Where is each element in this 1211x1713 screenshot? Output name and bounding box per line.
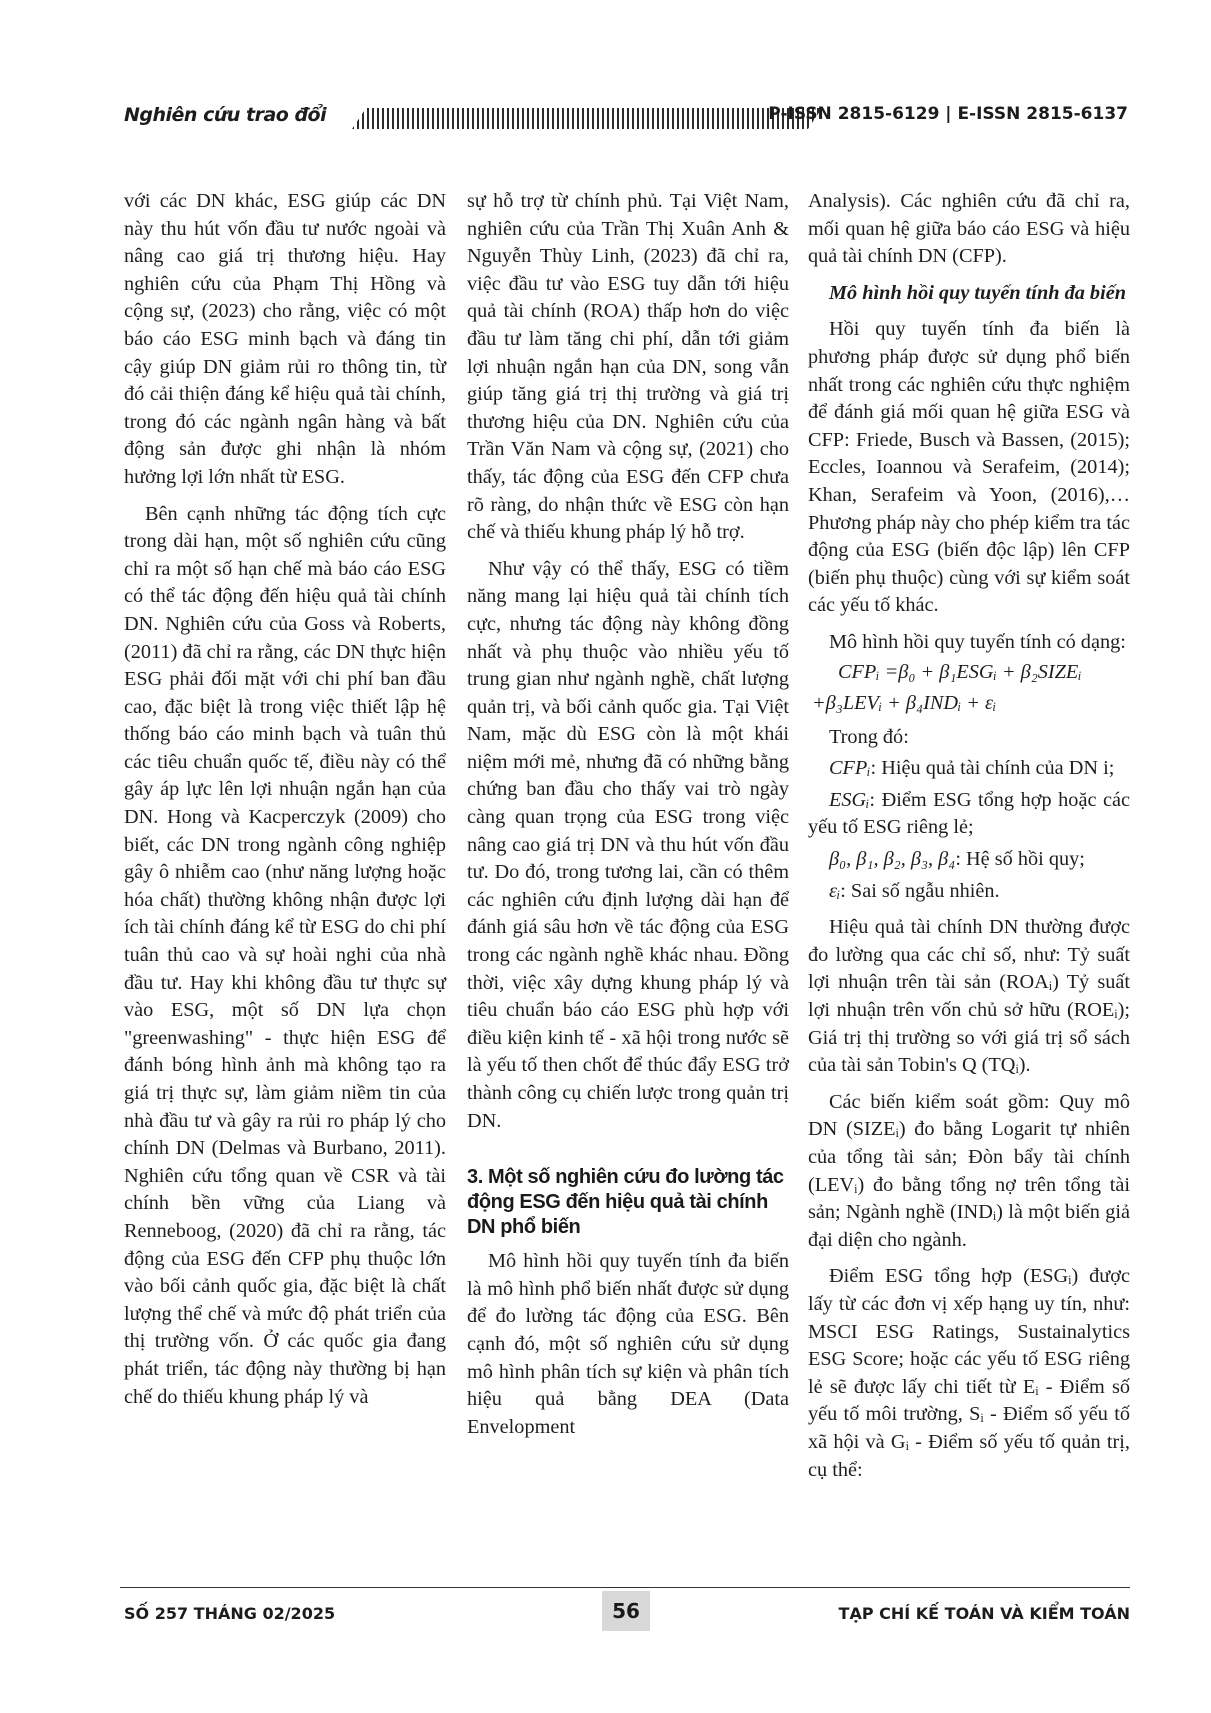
page-number: 56 bbox=[602, 1591, 650, 1631]
paragraph: Mô hình hồi quy tuyến tính có dạng: bbox=[829, 630, 1126, 653]
column-1 bbox=[124, 188, 446, 1583]
paragraph: Hồi quy tuyến tính đa biến là phương pháp được sử dụng phổ biến nhất trong các nghiên cứu thực nghiệm để đánh giá mối quan hệ giữa ESG và CFP: Friede, Busch và Bassen, (2015); Eccles, Ioannou và Serafeim, (2014); Khan, Serafeim và Yoon, (2016),… Phương pháp này cho phép kiểm tra tác động của ESG (biến độc lập) lên CFP (biến phụ thuộc) cùng với sự kiểm soát các yếu tố khác. bbox=[808, 318, 1130, 617]
header-stripe-decoration bbox=[352, 108, 822, 129]
definition-text: : Hiệu quả tài chính của DN i; bbox=[870, 757, 1115, 780]
subheading: Mô hình hồi quy tuyến tính đa biến bbox=[829, 281, 1126, 304]
column-3 bbox=[808, 188, 1130, 1583]
section-heading: 3. Một số nghiên cứu đo lường tác động ESG đến hiệu quả tài chính DN phổ biến bbox=[467, 1166, 784, 1239]
definition-esg bbox=[808, 787, 1130, 842]
paragraph: Như vậy có thể thấy, ESG có tiềm năng mang lại hiệu quả tài chính tích cực, nhưng tác động này không đồng nhất và phụ thuộc vào nhiều yếu tố trung gian như ngành nghề, chất lượng quản trị, và bối cảnh quốc gia. Tại Việt Nam, mặc dù ESG còn là một khái niệm mới mẻ, nhưng đã có những bằng chứng ban đầu cho thấy vai trò ngày càng quan trọng của ESG trong việc nâng cao giá trị DN và thu hút vốn đầu tư. Do đó, trong tương lai, cần có thêm các nghiên cứu định lượng dài hạn để đánh giá sâu hơn về tác động của ESG trong các ngành nghề khác nhau. Đồng thời, việc xây dựng khung pháp lý và tiêu chuẩn báo cáo ESG phù hợp với điều kiện kinh tế - xã hội trong nước sẽ là yếu tố then chốt để thúc đẩy ESG trở thành công cụ chiến lược trong quản trị DN. bbox=[467, 557, 789, 1132]
where-label: Trong đó: bbox=[829, 725, 909, 748]
journal-name: TẠP CHÍ KẾ TOÁN VÀ KIỂM TOÁN bbox=[838, 1604, 1130, 1623]
definition-beta bbox=[808, 846, 1130, 874]
issue-label: SỐ 257 THÁNG 02/2025 bbox=[124, 1604, 336, 1623]
paragraph: Bên cạnh những tác động tích cực trong dài hạn, một số nghiên cứu cũng chỉ ra một số hạn chế mà báo cáo ESG có thể tác động đến hiệu quả tài chính DN. Nghiên cứu của Goss và Roberts, (2011) đã chỉ ra rằng, các DN thực hiện ESG phải đối mặt với chi phí ban đầu cao, đặc biệt là trong việc thiết lập hệ thống báo cáo minh bạch và tuân thủ các tiêu chuẩn quốc tế, điều này có thể gây áp lực lên lợi nhuận ngắn hạn của DN. Hong và Kacperczyk (2009) cho biết, các DN trong ngành công nghiệp gây ô nhiễm cao (như năng lượng hoặc hóa chất) thường không nhận được lợi ích tài chính đáng kể từ ESG do chi phí tuân thủ cao và sự hoài nghi của nhà đầu tư. Hay khi không đầu tư thực sự vào ESG, một số DN lựa chọn "greenwashing" - thực hiện ESG để đánh bóng hình ảnh mà không tạo ra giá trị thực sự, làm giảm niềm tin của nhà đầu tư và gây ra rủi ro pháp lý cho chính DN (Delmas và Burbano, 2011). Nghiên cứu tổng quan về CSR và tài chính bền vững của Liang và Renneboog, (2020) đã chỉ ra rằng, tác động của ESG đến CFP phụ thuộc lớn vào bối cảnh quốc gia, đặc biệt là chất lượng thể chế và mức độ phát triển của thị trường vốn. Ở các quốc gia đang phát triển, tác động này thường bị hạn chế do thiếu khung pháp lý và bbox=[124, 502, 446, 1408]
paragraph: Hiệu quả tài chính DN thường được đo lường qua các chỉ số, như: Tỷ suất lợi nhuận trên tài sản (ROAᵢ) Tỷ suất lợi nhuận trên vốn chủ sở hữu (ROEᵢ); Giá trị thị trường so với giá trị sổ sách của tài sản Tobin's Q (TQᵢ). bbox=[808, 916, 1130, 1077]
paragraph: Điểm ESG tổng hợp (ESGᵢ) được lấy từ các đơn vị xếp hạng uy tín, như: MSCI ESG Ratings, Sustainalytics ESG Score; hoặc các yếu tố ESG riêng lẻ sẽ được lấy chi tiết từ Eᵢ - Điểm số yếu tố môi trường, Sᵢ - Điểm số yếu tố xã hội và Gᵢ - Điểm số yếu tố quản trị, cụ thể: bbox=[808, 1265, 1130, 1481]
definition-text: : Sai số ngẫu nhiên. bbox=[840, 879, 1000, 902]
term: β₀, β₁, β₂, β₃, β₄ bbox=[829, 848, 956, 871]
definition-text: : Hệ số hồi quy; bbox=[955, 848, 1085, 871]
definition-text: : Điểm ESG tổng hợp hoặc các yếu tố ESG riêng lẻ; bbox=[808, 788, 1130, 839]
column-2 bbox=[467, 188, 789, 1583]
section-title: Nghiên cứu trao đổi bbox=[124, 104, 327, 126]
page-header bbox=[120, 100, 1128, 136]
definition-epsilon bbox=[808, 878, 1130, 906]
term: εᵢ bbox=[829, 879, 841, 902]
issn-label: P-ISSN 2815-6129 | E-ISSN 2815-6137 bbox=[768, 104, 1128, 124]
paragraph: Các biến kiểm soát gồm: Quy mô DN (SIZEᵢ) đo bằng Logarit tự nhiên của tổng tài sản; Đòn bẩy tài chính (LEVᵢ) đo bằng tổng nợ trên tổng tài sản; Ngành nghề (INDᵢ) là một biến giả đại diện cho ngành. bbox=[808, 1090, 1130, 1251]
formula-line-1: CFPᵢ =β₀ + β₁ESGᵢ + β₂SIZEᵢ bbox=[838, 660, 1082, 683]
paragraph: với các DN khác, ESG giúp các DN này thu hút vốn đầu tư nước ngoài và nâng cao giá trị thương hiệu. Hay nghiên cứu của Phạm Thị Hồng và cộng sự, (2023) cho rằng, việc có một báo cáo ESG minh bạch và đáng tin cậy giúp DN giảm rủi ro thông tin, từ đó cải thiện đáng kể hiệu quả tài chính, trong đó các ngành ngân hàng và bất động sản được ghi nhận là nhóm hưởng lợi lớn nhất từ ESG. bbox=[124, 190, 446, 488]
paragraph: Mô hình hồi quy tuyến tính đa biến là mô hình phổ biến nhất được sử dụng để đo lường tác động của ESG. Bên cạnh đó, một số nghiên cứu sử dụng mô hình phân tích sự kiện và phân tích hiệu quả bằng DEA (Data Envelopment bbox=[467, 1250, 789, 1438]
paragraph: Analysis). Các nghiên cứu đã chỉ ra, mối quan hệ giữa báo cáo ESG và hiệu quả tài chính DN (CFP). bbox=[808, 190, 1130, 268]
definition-cfp bbox=[808, 755, 1130, 783]
paragraph: sự hỗ trợ từ chính phủ. Tại Việt Nam, nghiên cứu của Trần Thị Xuân Anh & Nguyễn Thùy Linh, (2023) đã chỉ ra, việc đầu tư vào ESG tuy dẫn tới hiệu quả tài chính (ROA) thấp hơn do việc đầu tư làm tăng chi phí, dẫn tới giảm lợi nhuận ngắn hạn của DN, song vẫn giúp tăng giá trị thị trường và giá trị thương hiệu của DN. Nghiên cứu của Trần Văn Nam và cộng sự, (2021) cho thấy, tác động của ESG đến CFP chưa rõ ràng, do nhận thức về ESG còn hạn chế và thiếu khung pháp lý hỗ trợ. bbox=[467, 190, 789, 544]
footer-divider bbox=[120, 1587, 1130, 1588]
formula-line-2: +β₃LEVᵢ + β₄INDᵢ + εᵢ bbox=[812, 692, 997, 715]
term: ESGᵢ bbox=[829, 788, 870, 811]
term: CFPᵢ bbox=[829, 757, 871, 780]
